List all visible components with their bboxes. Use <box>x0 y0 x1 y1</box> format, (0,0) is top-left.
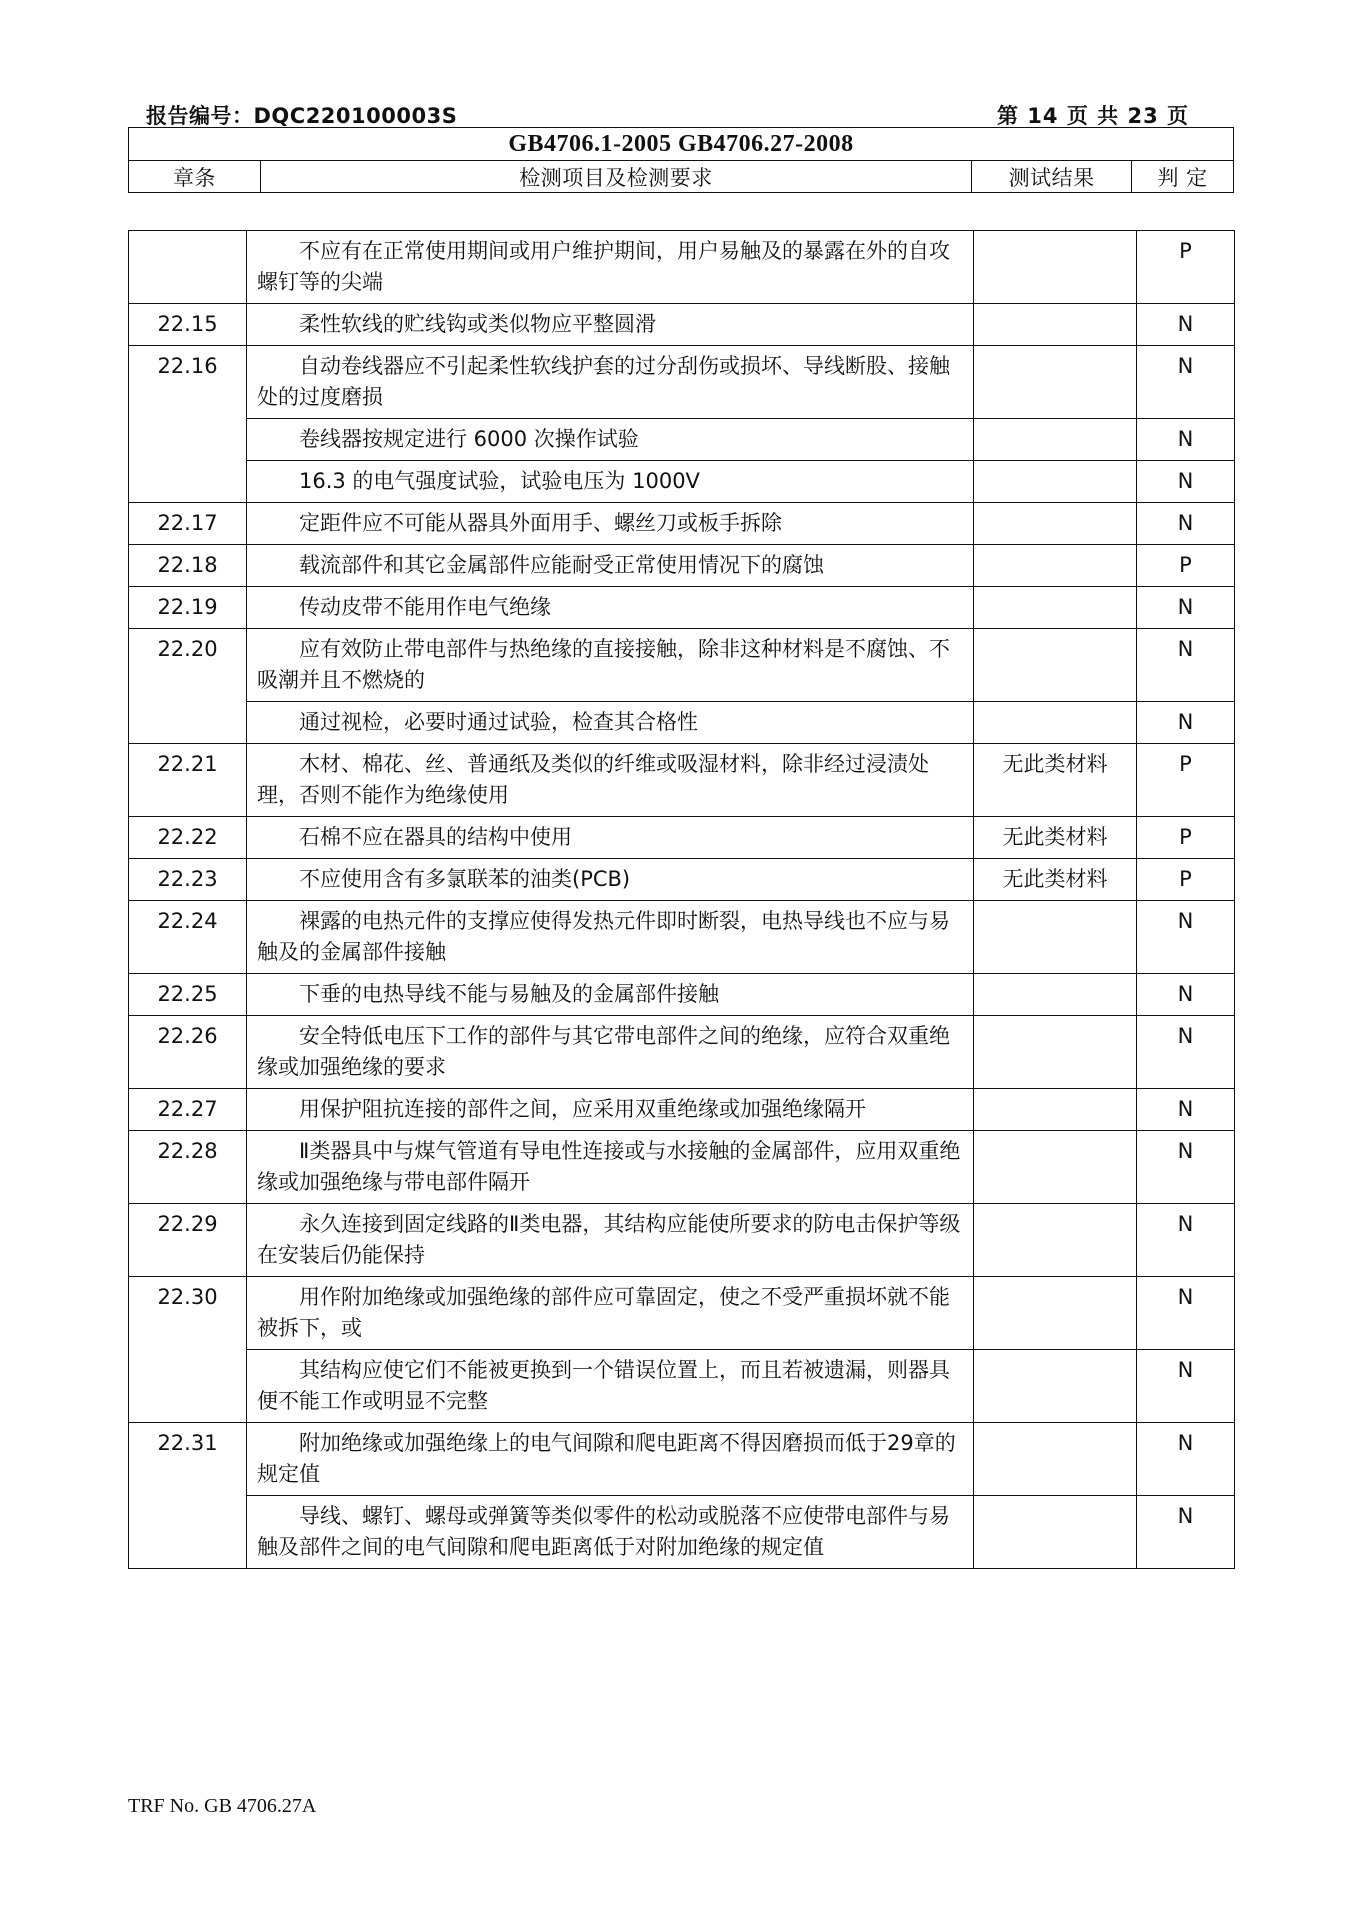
column-header-verdict: 判 定 <box>1132 161 1234 193</box>
verdict-cell: P <box>1137 231 1235 304</box>
requirement-text: 16.3 的电气强度试验，试验电压为 1000V <box>299 469 700 493</box>
clause-cell: 22.25 <box>129 974 247 1016</box>
verdict-cell: N <box>1137 304 1235 346</box>
requirement-text: 不应使用含有多氯联苯的油类(PCB) <box>299 867 631 891</box>
clause-cell <box>129 231 247 304</box>
clause-cell: 22.18 <box>129 545 247 587</box>
requirement-cell <box>247 346 974 419</box>
requirement-text: 传动皮带不能用作电气绝缘 <box>299 595 551 619</box>
verdict-cell: N <box>1137 974 1235 1016</box>
verdict-cell: N <box>1137 629 1235 702</box>
requirements-table <box>128 230 1235 1569</box>
verdict-cell: P <box>1137 545 1235 587</box>
requirement-text: 用保护阻抗连接的部件之间，应采用双重绝缘或加强绝缘隔开 <box>299 1097 866 1121</box>
result-cell <box>974 901 1137 974</box>
clause-cell: 22.31 <box>129 1423 247 1569</box>
column-header-result: 测试结果 <box>972 161 1132 193</box>
report-number: 报告编号：DQC220100003S <box>146 104 458 128</box>
requirement-cell <box>247 545 974 587</box>
requirement-text: 通过视检，必要时通过试验，检查其合格性 <box>299 710 698 734</box>
requirement-text: 石棉不应在器具的结构中使用 <box>299 825 572 849</box>
clause-cell: 22.22 <box>129 817 247 859</box>
clause-cell: 22.20 <box>129 629 247 744</box>
requirement-text: 导线、螺钉、螺母或弹簧等类似零件的松动或脱落不应使带电部件与易触及部件之间的电气间隙和爬电距离低于对附加绝缘的规定值 <box>257 1504 950 1559</box>
requirement-text: 永久连接到固定线路的Ⅱ类电器，其结构应能使所要求的防电击保护等级在安装后仍能保持 <box>257 1212 961 1267</box>
requirement-cell <box>247 1131 974 1204</box>
table-row <box>129 503 1235 545</box>
requirement-cell <box>247 304 974 346</box>
requirement-text: 应有效防止带电部件与热绝缘的直接接触，除非这种材料是不腐蚀、不吸潮并且不燃烧的 <box>257 637 950 692</box>
result-cell <box>974 503 1137 545</box>
result-cell <box>974 974 1137 1016</box>
table-row <box>129 1016 1235 1089</box>
requirement-cell <box>247 1496 974 1569</box>
clause-cell: 22.28 <box>129 1131 247 1204</box>
requirement-cell <box>247 419 974 461</box>
result-cell <box>974 304 1137 346</box>
requirement-cell <box>247 744 974 817</box>
requirement-cell <box>247 859 974 901</box>
page-counter: 第 14 页 共 23 页 <box>996 104 1189 128</box>
column-header-clause: 章条 <box>129 161 261 193</box>
requirement-cell <box>247 817 974 859</box>
table-row <box>129 702 1235 744</box>
verdict-cell: P <box>1137 817 1235 859</box>
result-cell <box>974 1204 1137 1277</box>
requirement-cell <box>247 1089 974 1131</box>
requirement-cell <box>247 1423 974 1496</box>
requirement-text: 载流部件和其它金属部件应能耐受正常使用情况下的腐蚀 <box>299 553 824 577</box>
verdict-cell: N <box>1137 461 1235 503</box>
verdict-cell: P <box>1137 744 1235 817</box>
result-cell <box>974 629 1137 702</box>
table-row <box>129 346 1235 419</box>
table-row <box>129 1277 1235 1350</box>
requirement-cell <box>247 974 974 1016</box>
requirement-text: 附加绝缘或加强绝缘上的电气间隙和爬电距离不得因磨损而低于29章的规定值 <box>257 1431 956 1486</box>
table-row <box>129 304 1235 346</box>
standards-title: GB4706.1-2005 GB4706.27-2008 <box>129 128 1234 161</box>
clause-cell: 22.24 <box>129 901 247 974</box>
table-row <box>129 859 1235 901</box>
verdict-cell: P <box>1137 859 1235 901</box>
verdict-cell: N <box>1137 1016 1235 1089</box>
result-cell: 无此类材料 <box>974 817 1137 859</box>
verdict-cell: N <box>1137 1496 1235 1569</box>
requirement-cell <box>247 503 974 545</box>
result-cell <box>974 419 1137 461</box>
result-cell <box>974 1350 1137 1423</box>
clause-cell: 22.16 <box>129 346 247 503</box>
result-cell <box>974 545 1137 587</box>
verdict-cell: N <box>1137 1089 1235 1131</box>
requirement-text: 裸露的电热元件的支撑应使得发热元件即时断裂，电热导线也不应与易触及的金属部件接触 <box>257 909 950 964</box>
clause-cell: 22.23 <box>129 859 247 901</box>
table-row <box>129 1423 1235 1496</box>
table-row <box>129 1496 1235 1569</box>
clause-cell: 22.26 <box>129 1016 247 1089</box>
result-cell <box>974 1131 1137 1204</box>
table-row <box>129 1350 1235 1423</box>
requirement-cell <box>247 702 974 744</box>
result-cell: 无此类材料 <box>974 859 1137 901</box>
result-cell <box>974 1423 1137 1496</box>
verdict-cell: N <box>1137 1423 1235 1496</box>
clause-cell: 22.21 <box>129 744 247 817</box>
requirement-cell <box>247 1277 974 1350</box>
column-header-requirement: 检测项目及检测要求 <box>260 161 971 193</box>
table-row <box>129 1131 1235 1204</box>
verdict-cell: N <box>1137 587 1235 629</box>
clause-cell: 22.27 <box>129 1089 247 1131</box>
requirement-text: 自动卷线器应不引起柔性软线护套的过分刮伤或损坏、导线断股、接触处的过度磨损 <box>257 354 950 409</box>
table-row <box>129 974 1235 1016</box>
requirement-text: 不应有在正常使用期间或用户维护期间，用户易触及的暴露在外的自攻螺钉等的尖端 <box>257 239 950 294</box>
requirement-cell <box>247 1204 974 1277</box>
table-row <box>129 231 1235 304</box>
requirement-cell <box>247 231 974 304</box>
result-cell <box>974 1496 1137 1569</box>
requirement-text: 卷线器按规定进行 6000 次操作试验 <box>299 427 639 451</box>
verdict-cell: N <box>1137 346 1235 419</box>
table-row <box>129 744 1235 817</box>
result-cell <box>974 1277 1137 1350</box>
result-cell <box>974 1016 1137 1089</box>
clause-cell: 22.19 <box>129 587 247 629</box>
requirement-text: Ⅱ类器具中与煤气管道有导电性连接或与水接触的金属部件，应用双重绝缘或加强绝缘与带电部件隔开 <box>257 1139 961 1194</box>
clause-cell: 22.17 <box>129 503 247 545</box>
report-header-table <box>128 127 1234 193</box>
result-cell: 无此类材料 <box>974 744 1137 817</box>
form-number: TRF No. GB 4706.27A <box>128 1795 317 1817</box>
verdict-cell: N <box>1137 702 1235 744</box>
result-cell <box>974 231 1137 304</box>
requirement-text: 木材、棉花、丝、普通纸及类似的纤维或吸湿材料，除非经过浸渍处理，否则不能作为绝缘使用 <box>257 752 929 807</box>
verdict-cell: N <box>1137 1204 1235 1277</box>
result-cell <box>974 461 1137 503</box>
requirement-text: 用作附加绝缘或加强绝缘的部件应可靠固定，使之不受严重损坏就不能被拆下，或 <box>257 1285 950 1340</box>
verdict-cell: N <box>1137 1277 1235 1350</box>
result-cell <box>974 587 1137 629</box>
table-row <box>129 901 1235 974</box>
requirement-text: 定距件应不可能从器具外面用手、螺丝刀或板手拆除 <box>299 511 782 535</box>
verdict-cell: N <box>1137 503 1235 545</box>
verdict-cell: N <box>1137 419 1235 461</box>
requirement-cell <box>247 901 974 974</box>
verdict-cell: N <box>1137 1350 1235 1423</box>
requirement-text: 其结构应使它们不能被更换到一个错误位置上，而且若被遗漏，则器具便不能工作或明显不完整 <box>257 1358 950 1413</box>
requirement-text: 下垂的电热导线不能与易触及的金属部件接触 <box>299 982 719 1006</box>
requirement-text: 安全特低电压下工作的部件与其它带电部件之间的绝缘，应符合双重绝缘或加强绝缘的要求 <box>257 1024 950 1079</box>
requirement-cell <box>247 461 974 503</box>
table-row <box>129 587 1235 629</box>
verdict-cell: N <box>1137 901 1235 974</box>
clause-cell: 22.29 <box>129 1204 247 1277</box>
result-cell <box>974 702 1137 744</box>
table-row <box>129 1204 1235 1277</box>
table-row <box>129 419 1235 461</box>
table-row <box>129 817 1235 859</box>
clause-cell: 22.30 <box>129 1277 247 1423</box>
table-row <box>129 461 1235 503</box>
result-cell <box>974 1089 1137 1131</box>
requirement-cell <box>247 1350 974 1423</box>
requirement-cell <box>247 587 974 629</box>
requirement-text: 柔性软线的贮线钩或类似物应平整圆滑 <box>299 312 656 336</box>
table-row <box>129 1089 1235 1131</box>
clause-cell: 22.15 <box>129 304 247 346</box>
result-cell <box>974 346 1137 419</box>
table-row <box>129 545 1235 587</box>
requirement-cell <box>247 629 974 702</box>
verdict-cell: N <box>1137 1131 1235 1204</box>
table-row <box>129 629 1235 702</box>
requirement-cell <box>247 1016 974 1089</box>
